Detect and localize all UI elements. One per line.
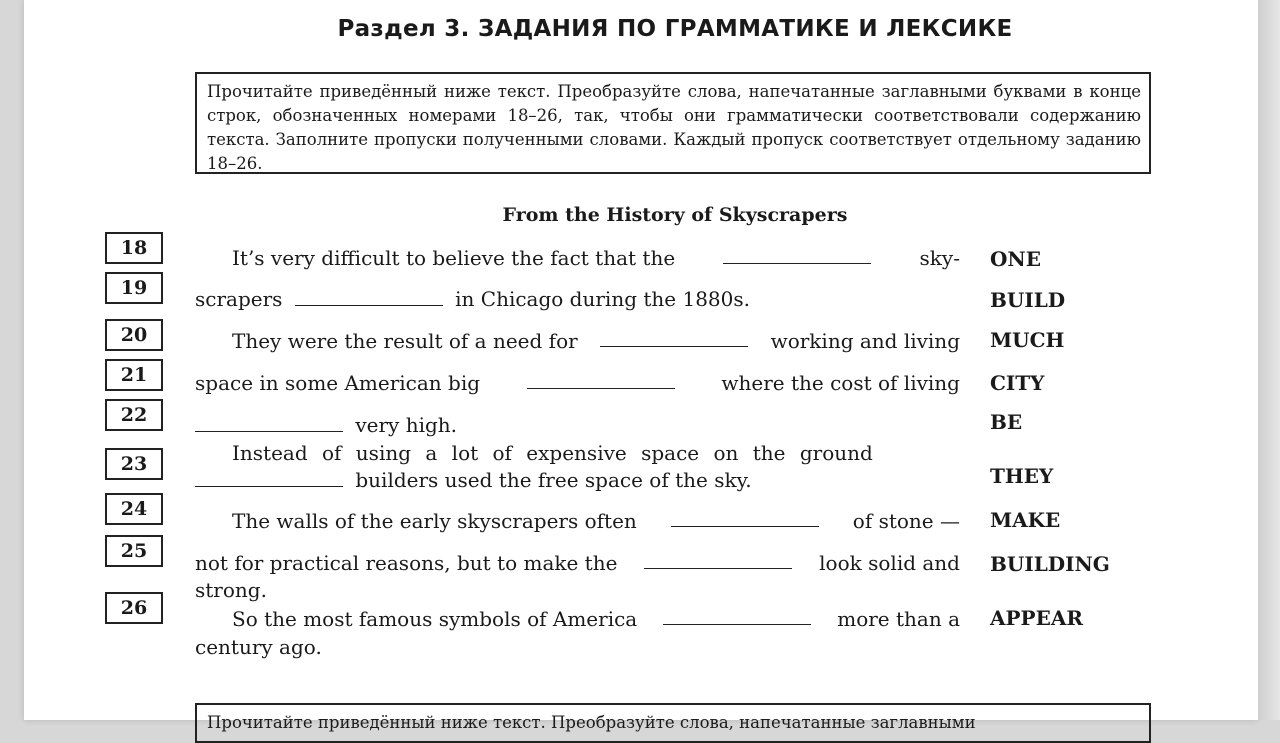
story-title: From the History of Skyscrapers bbox=[502, 204, 848, 226]
task-number-18: 18 bbox=[105, 232, 163, 264]
text-line-25b: strong. bbox=[195, 578, 267, 602]
section-title: Раздел 3. ЗАДАНИЯ ПО ГРАММАТИКЕ И ЛЕКСИКЕ bbox=[337, 16, 1013, 42]
answer-blank-21[interactable] bbox=[527, 370, 675, 389]
viewer-right-edge bbox=[1258, 0, 1280, 720]
text-segment: They were the result of a need for bbox=[232, 329, 578, 353]
text-segment: It’s very difficult to believe the fact that the bbox=[232, 246, 676, 270]
text-segment: not for practical reasons, but to make the bbox=[195, 551, 618, 575]
text-line-25 bbox=[195, 550, 960, 576]
task-number-22: 22 bbox=[105, 399, 163, 431]
text-segment: more than a bbox=[837, 607, 960, 631]
document-page bbox=[24, 0, 1258, 732]
answer-blank-24[interactable] bbox=[671, 508, 819, 527]
text-segment: very high. bbox=[355, 413, 458, 437]
task-number-24: 24 bbox=[105, 493, 163, 525]
answer-blank-25[interactable] bbox=[644, 550, 792, 569]
key-word-23: THEY bbox=[990, 464, 1054, 488]
task-number-21: 21 bbox=[105, 359, 163, 391]
text-segment: look solid and bbox=[819, 551, 960, 575]
answer-blank-18[interactable] bbox=[723, 245, 871, 264]
text-line-26 bbox=[195, 606, 960, 632]
task-number-19: 19 bbox=[105, 272, 163, 304]
key-word-22: BE bbox=[990, 410, 1023, 434]
text-line-24 bbox=[195, 508, 960, 534]
text-segment: builders used the free space of the sky. bbox=[355, 468, 752, 492]
text-line-19 bbox=[195, 286, 960, 312]
text-segment: of stone — bbox=[852, 509, 960, 533]
text-line-23a: Instead of using a lot of expensive space on the ground bbox=[232, 441, 873, 465]
text-segment: scrapers bbox=[195, 287, 283, 311]
task-number-26: 26 bbox=[105, 592, 163, 624]
text-segment: where the cost of living bbox=[721, 371, 960, 395]
text-line-20 bbox=[195, 328, 960, 354]
text-segment: So the most famous symbols of America bbox=[232, 607, 638, 631]
answer-blank-19[interactable] bbox=[295, 287, 443, 306]
text-line-23b bbox=[195, 467, 960, 493]
text-segment: space in some American big bbox=[195, 371, 481, 395]
answer-blank-22[interactable] bbox=[195, 413, 343, 432]
text-segment: in Chicago during the 1880s. bbox=[455, 287, 750, 311]
instructions-text: Прочитайте приведённый ниже текст. Преобразуйте слова, напечатанные заглавными буквами в конце строк, обозначенных номерами 18–26, так, чтобы они грамматически соответствовали содержанию текста. Заполните пропуски полученными словами. Каждый пропуск соответствует отдельному заданию 18–26. bbox=[207, 82, 1141, 173]
text-line-26b: century ago. bbox=[195, 635, 322, 659]
text-segment: working and living bbox=[770, 329, 960, 353]
key-word-24: MAKE bbox=[990, 508, 1061, 532]
answer-blank-26[interactable] bbox=[663, 606, 811, 625]
task-number-23: 23 bbox=[105, 448, 163, 480]
key-word-20: MUCH bbox=[990, 328, 1065, 352]
instructions-box bbox=[195, 72, 1151, 174]
key-word-19: BUILD bbox=[990, 288, 1066, 312]
task-number-20: 20 bbox=[105, 319, 163, 351]
key-word-26: APPEAR bbox=[990, 606, 1083, 630]
key-word-25: BUILDING bbox=[990, 552, 1110, 576]
answer-blank-20[interactable] bbox=[600, 328, 748, 347]
text-line-18 bbox=[195, 245, 960, 271]
text-line-22 bbox=[195, 412, 960, 438]
text-segment: The walls of the early skyscrapers often bbox=[232, 509, 637, 533]
answer-blank-23[interactable] bbox=[195, 468, 343, 487]
task-number-25: 25 bbox=[105, 535, 163, 567]
text-line-21 bbox=[195, 370, 960, 396]
text-segment: sky- bbox=[919, 246, 960, 270]
next-instructions-text: Прочитайте приведённый ниже текст. Преобразуйте слова, напечатанные заглавными bbox=[207, 713, 976, 732]
next-instructions-box bbox=[195, 703, 1151, 743]
key-word-21: CITY bbox=[990, 371, 1045, 395]
key-word-18: ONE bbox=[990, 247, 1041, 271]
